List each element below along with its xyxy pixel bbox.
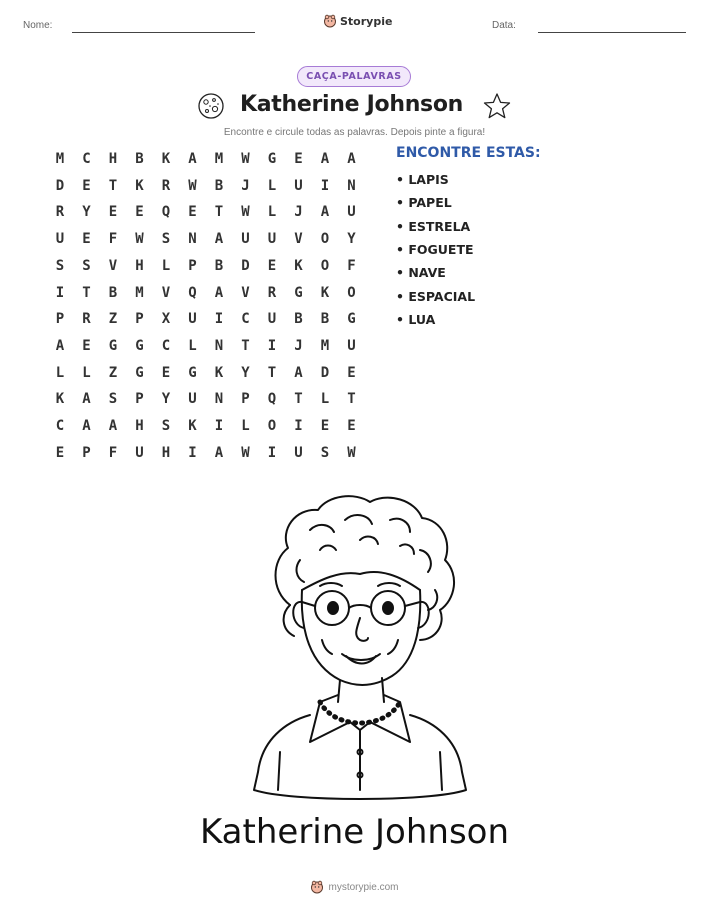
grid-cell[interactable]: L [188,337,197,354]
grid-cell[interactable]: L [267,204,277,221]
grid-cell[interactable]: B [214,257,224,274]
grid-cell[interactable]: B [108,284,118,301]
word-list-item: • ESTRELA [396,219,471,234]
word-list-item: • LAPIS [396,172,449,187]
grid-cell[interactable]: U [241,231,250,248]
grid-cell[interactable]: G [267,151,277,167]
grid-cell[interactable]: Z [108,364,118,381]
grid-cell[interactable]: U [294,177,303,194]
grid-cell[interactable]: K [294,257,303,274]
grid-cell[interactable]: E [267,257,277,274]
grid-cell[interactable]: E [135,204,144,221]
grid-cell[interactable]: F [347,257,356,274]
grid-cell[interactable]: J [241,177,250,194]
grid-cell[interactable]: O [320,231,330,248]
grid-cell[interactable]: V [294,231,303,248]
date-label: Data: [492,20,516,31]
grid-cell[interactable]: P [188,257,197,274]
grid-cell[interactable]: S [82,257,91,274]
grid-cell[interactable]: B [214,177,224,194]
grid-cell[interactable]: U [347,337,356,354]
grid-cell[interactable]: I [55,284,65,301]
grid-cell[interactable]: E [347,364,356,381]
grid-cell[interactable]: V [161,284,171,301]
page-title: Katherine Johnson [240,92,464,117]
grid-cell[interactable]: H [135,257,144,274]
grid-cell[interactable]: N [347,177,356,194]
grid-cell[interactable]: Q [188,284,197,301]
grid-cell[interactable]: G [294,284,303,301]
grid-cell[interactable]: I [320,177,330,194]
grid-cell[interactable]: N [214,391,224,408]
grid-cell[interactable]: U [294,444,303,461]
grid-cell[interactable]: T [108,177,118,194]
grid-cell[interactable]: K [55,391,65,408]
moon-icon [197,92,225,120]
grid-cell[interactable]: P [82,444,91,461]
grid-cell[interactable]: S [161,418,171,434]
grid-cell[interactable]: I [214,311,224,328]
grid-cell[interactable]: L [161,257,171,274]
grid-cell[interactable]: P [241,391,250,408]
grid-cell[interactable]: G [347,311,356,328]
grid-cell[interactable]: N [188,231,197,248]
grid-cell[interactable]: K [161,151,171,167]
grid-cell[interactable]: Q [267,391,277,408]
word-list-item: • PAPEL [396,195,452,210]
grid-cell[interactable]: V [108,257,118,274]
grid-cell[interactable]: W [135,231,144,248]
grid-cell[interactable]: P [135,311,144,328]
grid-cell[interactable]: O [347,284,356,301]
grid-cell[interactable]: W [188,177,197,194]
grid-cell[interactable]: B [135,151,144,167]
grid-cell[interactable]: C [82,151,91,167]
grid-cell[interactable]: E [108,204,118,221]
grid-cell[interactable]: K [135,177,144,194]
brand-name: Storypie [340,14,393,28]
grid-cell[interactable]: W [241,444,250,461]
grid-cell[interactable]: Z [108,311,118,328]
grid-cell[interactable]: H [161,444,171,461]
grid-cell[interactable]: X [161,311,171,328]
grid-cell[interactable]: A [108,418,118,434]
grid-cell[interactable]: C [241,311,250,328]
storypie-icon [323,14,337,28]
grid-cell[interactable]: A [214,284,224,301]
grid-cell[interactable]: B [294,311,303,328]
grid-cell[interactable]: J [294,204,303,221]
grid-cell[interactable]: N [214,337,224,354]
grid-cell[interactable]: E [82,337,91,354]
grid-cell[interactable]: T [294,391,303,408]
grid-cell[interactable]: M [135,284,144,301]
grid-cell[interactable]: K [214,364,224,381]
grid-cell[interactable]: G [135,337,144,354]
katherine-johnson-portrait [250,490,470,810]
grid-cell[interactable]: G [188,364,197,381]
grid-cell[interactable]: E [188,204,197,221]
word-list-item: • LUA [396,312,436,327]
grid-cell[interactable]: A [214,231,224,248]
grid-cell[interactable]: A [320,151,330,167]
grid-cell[interactable]: U [55,231,65,248]
grid-cell[interactable]: T [214,204,224,221]
grid-cell[interactable]: A [320,204,330,221]
grid-cell[interactable]: L [267,177,277,194]
grid-cell[interactable]: A [55,337,65,354]
grid-cell[interactable]: R [55,204,65,221]
grid-cell[interactable]: Y [161,391,171,408]
grid-cell[interactable]: P [55,311,65,328]
grid-cell[interactable]: H [135,418,144,434]
grid-cell[interactable]: G [135,364,144,381]
storypie-icon [310,880,324,894]
grid-cell[interactable]: F [108,231,118,248]
grid-cell[interactable]: E [347,418,356,434]
grid-cell[interactable]: F [108,444,118,461]
grid-cell[interactable]: P [135,391,144,408]
grid-cell[interactable]: O [267,418,277,434]
grid-cell[interactable]: W [347,444,356,461]
grid-cell[interactable]: I [267,444,277,461]
grid-cell[interactable]: U [188,391,197,408]
grid-cell[interactable]: G [108,337,118,354]
grid-cell[interactable]: D [55,177,65,194]
category-badge: CAÇA-PALAVRAS [297,66,411,87]
grid-cell[interactable]: K [320,284,330,301]
date-line [538,32,686,33]
footer-site: mystorypie.com [328,881,399,893]
grid-cell[interactable]: J [294,337,303,354]
grid-cell[interactable]: A [82,418,91,434]
caption: Katherine Johnson [199,812,510,852]
grid-cell[interactable]: W [241,204,250,221]
brand-logo [323,14,392,28]
grid-cell[interactable]: U [347,204,356,221]
grid-cell[interactable]: A [214,444,224,461]
instructions: Encontre e circule todas as palavras. Depois pinte a figura! [223,127,486,138]
name-line [72,32,255,33]
grid-cell[interactable]: E [55,444,65,461]
grid-cell[interactable]: A [294,364,303,381]
grid-cell[interactable]: R [267,284,277,301]
grid-cell[interactable]: C [55,418,65,434]
grid-cell[interactable]: M [55,151,65,167]
grid-cell[interactable]: Y [347,231,356,248]
grid-cell[interactable]: Y [82,204,91,221]
grid-cell[interactable]: T [241,337,250,354]
grid-cell[interactable]: A [347,151,356,167]
grid-cell[interactable]: K [188,418,197,434]
grid-cell[interactable]: T [82,284,91,301]
grid-cell[interactable]: D [320,364,330,381]
word-list-item: • NAVE [396,265,446,280]
grid-cell[interactable]: E [161,364,171,381]
star-icon [482,92,512,120]
grid-cell[interactable]: I [214,418,224,434]
grid-cell[interactable]: C [161,337,171,354]
grid-cell[interactable]: L [55,364,65,381]
grid-cell[interactable]: H [108,151,118,167]
grid-cell[interactable]: R [161,177,171,194]
word-list-item: • ESPACIAL [396,289,476,304]
grid-cell[interactable]: T [347,391,356,408]
grid-cell[interactable]: M [320,337,330,354]
grid-cell[interactable]: D [241,257,250,274]
grid-cell[interactable]: U [267,231,277,248]
grid-cell[interactable]: S [108,391,118,408]
grid-cell[interactable]: I [188,444,197,461]
word-list-title: ENCONTRE ESTAS: [396,145,541,161]
footer [0,880,709,894]
grid-cell[interactable]: A [82,391,91,408]
grid-cell[interactable]: R [82,311,91,328]
grid-cell[interactable]: E [82,177,91,194]
word-list-item: • FOGUETE [396,242,474,257]
grid-cell[interactable]: L [82,364,91,381]
grid-cell[interactable]: W [241,151,250,167]
grid-cell[interactable]: Q [161,204,171,221]
grid-cell[interactable]: B [320,311,330,328]
grid-cell[interactable]: E [82,231,91,248]
grid-cell[interactable]: S [161,231,171,248]
grid-cell[interactable]: V [241,284,250,301]
grid-cell[interactable]: A [188,151,197,167]
grid-cell[interactable]: U [188,311,197,328]
grid-cell[interactable]: I [267,337,277,354]
grid-cell[interactable]: E [320,418,330,434]
grid-cell[interactable]: M [214,151,224,167]
grid-cell[interactable]: S [55,257,65,274]
grid-cell[interactable]: O [320,257,330,274]
grid-cell[interactable]: S [320,444,330,461]
grid-cell[interactable]: L [241,418,250,434]
grid-cell[interactable]: L [320,391,330,408]
grid-cell[interactable]: U [135,444,144,461]
grid-cell[interactable]: I [294,418,303,434]
grid-cell[interactable]: E [294,151,303,167]
grid-cell[interactable]: U [267,311,277,328]
name-label: Nome: [23,20,53,31]
grid-cell[interactable]: Y [241,364,250,381]
grid-cell[interactable]: T [267,364,277,381]
